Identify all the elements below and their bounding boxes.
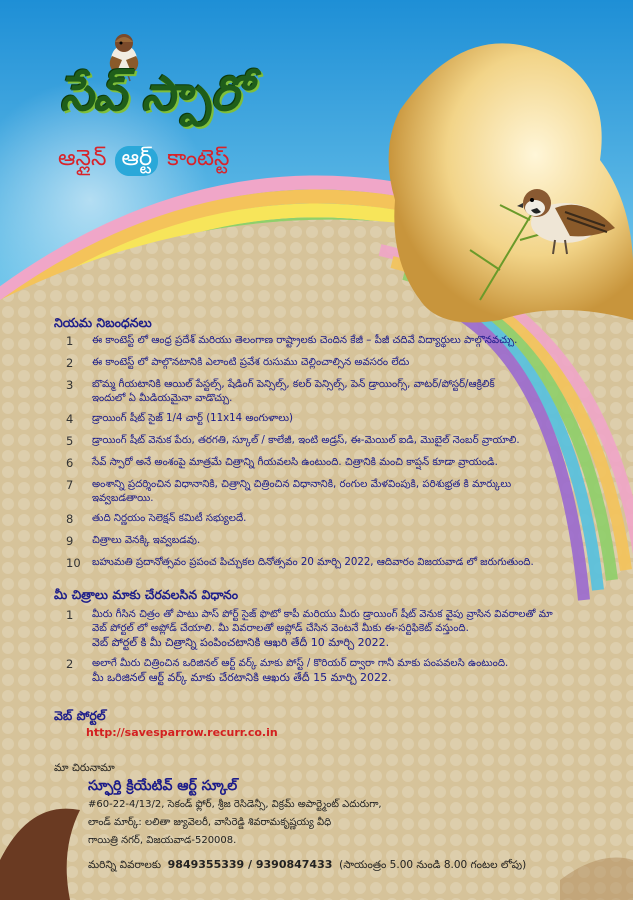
web-portal-heading: వెబ్ పోర్టల్ [54,708,106,723]
list-item: 5 డ్రాయింగ్ షీట్ వెనుక పేరు, తరగతి, స్కూల్ / కాలేజీ, ఇంటి అడ్రస్, ఈ-మెయిల్ ఐడి, మొబైల్ నెంబర్ వ్రాయాలి. [66,434,520,448]
subtitle-online: ఆన్లైన్ [58,146,107,171]
phone-numbers[interactable]: 9849355339 / 9390847433 [167,858,333,871]
address-heading: మా చిరునామా [54,762,115,774]
list-item: 7 అంశాన్ని ప్రదర్శించిన విధానానికి, చిత్రాన్ని చిత్రించిన విధానానికి, రంగుల మేళవింపుకి, పరిశుభ్రత కి మార్కులు ఇవ్వబడతాయి. [66,478,512,504]
contact-line [88,858,526,874]
rules-list [52,328,612,570]
address-line-3: గాయిత్రి నగర్, విజయవాడ-520008. [88,835,237,846]
address-line-1: #60-22-4/13/2, సెకండ్ ఫ్లోర్, శ్రీజ రెసిడెన్సీ, విక్రమ్ అపార్ట్మెంట్ ఎదురుగా, [88,799,382,810]
list-item: 9 చిత్రాలు వెనక్కి ఇవ్వబడవు. [66,534,201,548]
list-item: 6 సేవ్ స్పారో అనే అంశంపై మాత్రమే చిత్రాన్ని గీయవలసి ఉంటుంది. చిత్రానికి మంచి కాప్షన్ కూడా వ్రాయండి. [66,456,498,470]
list-item: 1 మీరు గీసిన చిత్రం తో పాటు పాస్ పోర్ట్ సైజ్ ఫొటో కాపీ మరియు మీరు డ్రాయింగ్ షీట్ వెనుక వైపు వ్రాసిన వివరాలతో మా వెబ్ పోర్టల్ లో అప్లోడ్ చేయాలి. మీ వివరాలతో అప్లోడ్ చేసిన వెంటనే మీకు ఈ-సర్టిఫికెట్ వస్తుంది. వెబ్ పోర్టల్ కి మీ చిత్రాన్ని పంపించటానికి ఆఖరి తేదీ 10 మార్చి 2022. [66,608,553,649]
address-line-2: లాండ్ మార్క్: లలితా జ్యువెలరీ, వాసిరెడ్డి శివరామకృష్ణయ్య వీధి [88,817,332,828]
submission-list [52,608,612,686]
list-item: 2 అలాగే మీరు చిత్రించిన ఒరిజినల్ ఆర్ట్ వర్క్ మాకు పోస్ట్ / కొరియర్ ద్వారా గానీ మాకు పంపవలసి ఉంటుంది. మీ ఒరిజినల్ ఆర్ట్ వర్క్ మాకు చేరటానికి ఆఖరు తేదీ 15 మార్చి 2022. [66,657,509,684]
subtitle-contest: కాంటెస్ట్ [167,146,230,171]
school-name: స్ఫూర్తి క్రియేటివ్ ఆర్ట్ స్కూల్ [88,778,238,794]
rules-heading: నియమ నిబంధనలు [54,315,152,330]
page-title: సేవ్ స్పారో [60,66,249,122]
subtitle-art-badge: ఆర్ట్ [115,146,158,176]
page-subtitle [58,146,229,176]
list-item: 8 తుది నిర్ణయం సెలెక్షన్ కమిటీ సభ్యులదే. [66,512,247,526]
list-item: 10 బహుమతి ప్రదానోత్సవం ప్రపంచ పిచ్చుకల దినోత్సవం 20 మార్చి 2022, ఆదివారం విజయవాడ లో జరుగుతుంది. [66,556,534,570]
contact-label: మరిన్ని వివరాలకు [88,859,161,871]
web-portal-link[interactable]: http://savesparrow.recurr.co.in [86,726,278,739]
contact-hours: (సాయంత్రం 5.00 నుండి 8.00 గంటల లోపు) [339,859,527,871]
list-item: 4 డ్రాయింగ్ షీట్ సైజ్ 1/4 చార్ట్ (11x14 అంగుళాలు) [66,412,294,426]
list-item: 1 ఈ కాంటెస్ట్ లో ఆంధ్ర ప్రదేశ్ మరియు తెలంగాణ రాష్ట్రాలకు చెందిన కేజీ – పీజీ చదివే విద్యార్థులు పాల్గొనవచ్చు. [66,334,518,348]
list-item: 3 బొమ్మ గీయటానికి ఆయిల్ పేస్టల్స్, షేడింగ్ పెన్సిల్స్, కలర్ పెన్సిల్స్, పెన్ డ్రాయింగ్స్, వాటర్/పోస్టర్/ఆక్రిలిక్ ఇందులో ఏ మీడియమైనా వాడొచ్చు. [66,378,495,404]
list-item: 2 ఈ కాంటెస్ట్ లో పాల్గొనటానికి ఎలాంటి ప్రవేశ రుసుము చెల్లించాల్సిన అవసరం లేదు [66,356,410,370]
submission-heading: మీ చిత్రాలు మాకు చేరవలసిన విధానం [54,587,239,602]
